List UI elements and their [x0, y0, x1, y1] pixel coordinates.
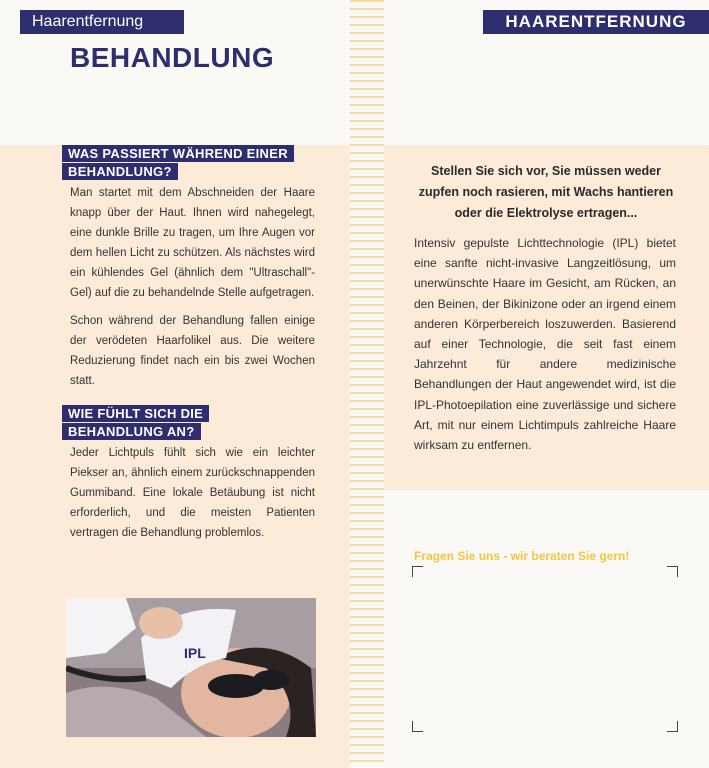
right-panel — [384, 0, 709, 768]
call-to-action: Fragen Sie uns - wir beraten Sie gern! — [414, 549, 630, 563]
corner-mark — [667, 721, 678, 732]
paragraph: Man startet mit dem Abschneiden der Haare knapp über der Haut. Ihnen wird nahegelegt, eine dunkle Brille zu tragen, um Ihre Augen vor dem hellen Licht zu schützen. Als nächstes wird ein kühlendes Gel (ähnlich dem "Ultraschall"-Gel) auf die zu behandelnde Stelle aufgetragen. — [70, 187, 315, 299]
contact-stamp-area — [412, 566, 678, 732]
heading-line: BEHANDLUNG? — [62, 163, 178, 180]
corner-mark — [412, 721, 423, 732]
body-text: Intensiv gepulste Lichttechnologie (IPL) bietet eine sanfte nicht-invasive Langzeitlösung, um unerwünschte Haare im Gesicht, am Rücken, an den Beinen, der Bikinizone oder an irgend einem anderen Körperbereich loszuwerden. Basierend auf einer Technologie, die seit fast einem Jahrzehnt für andere medizinische Behandlungen der Haut angewendet wird, ist die IPL-Photoepilation eine zuverlässige und sichere Art, mit nur einem Lichtimpuls zahlreiche Haare wirksam zu entfernen. — [414, 236, 676, 453]
page-title: BEHANDLUNG — [70, 42, 275, 73]
treatment-illustration — [66, 598, 316, 737]
treatment-photo — [66, 598, 316, 737]
corner-mark — [412, 566, 423, 577]
left-panel — [0, 0, 350, 768]
section-heading-what-happens — [62, 145, 294, 181]
paragraph: Jeder Lichtpuls fühlt sich wie ein leichter Piekser an, ähnlich einem zurückschnappenden Gummiband. Eine lokale Betäubung ist nicht erforderlich, und die meisten Patienten vertragen die Behandlung problemlos. — [70, 447, 315, 539]
paragraph: Schon während der Behandlung fallen einige der verödeten Haarfolikel aus. Die weitere Reduzierung findet nach ein bis zwei Wochen statt. — [70, 315, 315, 387]
section-heading-how-it-feels — [62, 405, 209, 441]
right-section-tab: HAARENTFERNUNG — [483, 10, 709, 34]
fold-gutter — [350, 0, 384, 768]
heading-line: BEHANDLUNG AN? — [62, 423, 201, 440]
left-section-tab: Haarentfernung — [20, 10, 184, 34]
corner-mark — [667, 566, 678, 577]
lead-text: Stellen Sie sich vor, Sie müssen weder zupfen noch rasieren, mit Wachs hantieren oder die Elektrolyse ertragen... — [418, 164, 674, 220]
heading-line: WAS PASSIERT WÄHREND EINER — [62, 145, 294, 162]
heading-line: WIE FÜHLT SICH DIE — [62, 405, 209, 422]
ipl-device-label: IPL — [184, 645, 206, 661]
